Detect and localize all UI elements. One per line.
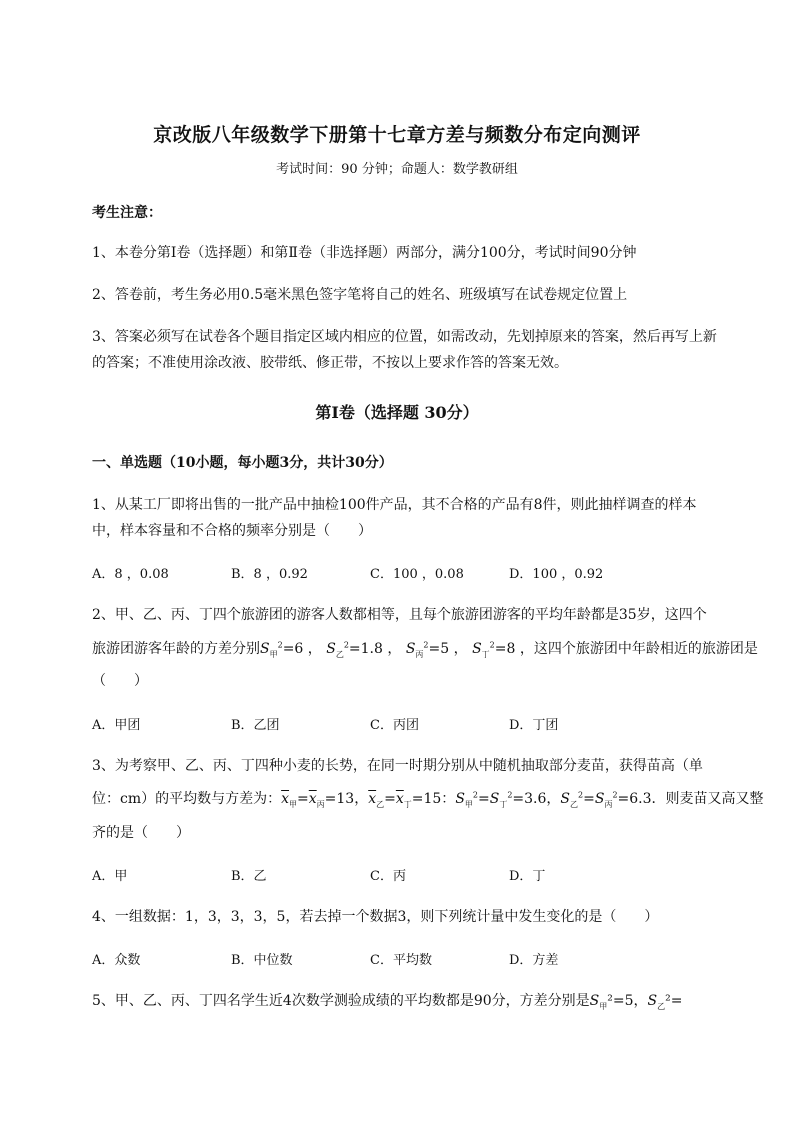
subscript-jia: 甲: [599, 1001, 608, 1011]
question-4-line-1: 4、一组数据：1，3，3，3，5，若去掉一个数据3，则下列统计量中发生变化的是（ ）: [92, 909, 659, 925]
question-2-line-1: 2、甲、乙、丙、丁四个旅游团的游客人数都相等，且每个旅游团游客的平均年龄都是35岁，这四个: [92, 607, 707, 623]
page-subtitle: 考试时间：90 分钟；命题人：数学教研组: [276, 162, 518, 177]
variance-symbol: S: [326, 641, 336, 657]
subscript-jia: 甲: [289, 799, 298, 809]
question-1-line-1: 1、从某工厂即将出售的一批产品中抽检100件产品，其不合格的产品有8件，则此抽样调查的样本: [92, 497, 697, 513]
variance-ding: =8 ，这四个旅游团中年龄相近的旅游团是: [494, 641, 758, 657]
option-c[interactable]: C．丙团: [370, 718, 419, 733]
mean-symbol: $\overline{x}$: [308, 791, 317, 807]
option-d[interactable]: D．丁团: [509, 718, 559, 733]
option-d[interactable]: D．100 ，0.92: [509, 567, 604, 582]
mean-symbol: $\overline{x}$: [368, 791, 377, 807]
notice-item-1: 1、本卷分第Ⅰ卷（选择题）和第Ⅱ卷（非选择题）两部分，满分100分，考试时间90分钟: [92, 245, 637, 261]
superscript-two: 2: [507, 790, 513, 800]
question-3-text: 位：cm）的平均数与方差为：: [92, 791, 282, 807]
variance-yi: ²=: [665, 993, 683, 1009]
question-1-options: [92, 563, 752, 582]
superscript-two: 2: [472, 790, 478, 800]
question-4-options: [92, 949, 752, 968]
notice-item-3-line-1: 3、答案必须写在试卷各个题目指定区域内相应的位置，如需改动，先划掉原来的答案，然后再写上新: [92, 329, 717, 345]
question-3-line-2: 位：cm）的平均数与方差为：$\overline{x}_甲=\overline{x}_丙=13$，$\overline{x}_乙=\overline{x}_丁=15$：$S_甲^2=S_丁^2=3.6$，$S_乙^2=S_丙^2=6.3$．则麦苗又高又整: [92, 790, 764, 809]
option-a[interactable]: A．众数: [92, 953, 141, 968]
subscript-bing: 丙: [415, 649, 424, 659]
question-3-options: [92, 865, 752, 884]
option-c[interactable]: C．丙: [370, 869, 406, 884]
variance-symbol: S: [560, 791, 571, 807]
option-c[interactable]: C．100 ，0.08: [370, 567, 464, 582]
part-heading: 一、单选题（10小题，每小题3分，共计30分）: [92, 455, 393, 471]
mean-eq-1: =13，: [324, 791, 369, 807]
option-b[interactable]: B．8 ，0.92: [231, 567, 308, 582]
variance-symbol: S: [489, 791, 500, 807]
variance-symbol: S: [594, 791, 605, 807]
superscript-two: 2: [423, 640, 429, 650]
subscript-bing: 丙: [604, 799, 613, 809]
variance-symbol: S: [260, 641, 270, 657]
option-b[interactable]: B．中位数: [231, 953, 293, 968]
question-5-text: 5、甲、乙、丙、丁四名学生近4次数学测验成绩的平均数都是90分，方差分别是: [92, 993, 590, 1009]
variance-yi: =1.8 ，: [348, 641, 402, 657]
variance-symbol: S: [405, 641, 416, 657]
question-2-text: 旅游团游客年龄的方差分别: [92, 641, 260, 657]
question-5-line-1: [92, 990, 752, 1012]
variance-symbol: S: [472, 641, 482, 657]
variance-symbol: S: [647, 993, 658, 1009]
question-2-line-3: （ ）: [92, 673, 148, 689]
page-title: 京改版八年级数学下册第十七章方差与频数分布定向测评: [153, 124, 641, 146]
subscript-yi: 乙: [570, 799, 579, 809]
section-title: 第Ⅰ卷（选择题 30分）: [315, 403, 479, 422]
option-d[interactable]: D．方差: [509, 953, 559, 968]
option-a[interactable]: A．甲: [92, 869, 128, 884]
question-3-line-3: 齐的是（ ）: [92, 825, 190, 841]
subscript-yi: 乙: [376, 799, 385, 809]
mean-symbol: $\overline{x}$: [281, 791, 290, 807]
option-d[interactable]: D．丁: [509, 869, 546, 884]
mean-symbol: $\overline{x}$: [395, 791, 404, 807]
question-1-line-2: 中，样本容量和不合格的频率分别是（ ）: [92, 523, 372, 539]
option-b[interactable]: B．乙团: [231, 718, 280, 733]
question-2-line-2: [92, 638, 758, 660]
variance-bing: =5 ，: [428, 641, 468, 657]
subscript-jia: 甲: [464, 799, 473, 809]
subscript-jia: 甲: [269, 649, 278, 659]
variance-symbol: S: [455, 791, 465, 807]
superscript-two: 2: [277, 640, 283, 650]
option-c[interactable]: C．平均数: [370, 953, 432, 968]
superscript-two: 2: [489, 640, 495, 650]
option-b[interactable]: B．乙: [231, 869, 267, 884]
subscript-yi: 乙: [335, 649, 344, 659]
option-a[interactable]: A．8 ，0.08: [92, 567, 169, 582]
variance-jia: ²=5，: [607, 993, 648, 1009]
variance-symbol: S: [589, 993, 600, 1009]
notice-item-3-line-2: 的答案；不准使用涂改液、胶带纸、修正带，不按以上要求作答的答案无效。: [92, 355, 568, 371]
question-3-line-1: 3、为考察甲、乙、丙、丁四种小麦的长势，在同一时期分别从中随机抽取部分麦苗，获得苗高（单: [92, 758, 703, 774]
question-2-options: [92, 714, 752, 733]
subscript-bing: 丙: [316, 799, 325, 809]
superscript-two: 2: [343, 640, 349, 650]
variance-eq-1: =3.6，: [512, 791, 561, 807]
subscript-yi: 乙: [657, 1001, 666, 1011]
subscript-ding: 丁: [481, 649, 490, 659]
mean-eq-2: =15：: [411, 791, 456, 807]
superscript-two: 2: [612, 790, 618, 800]
subscript-ding: 丁: [499, 799, 508, 809]
variance-eq-2: =6.3．则麦苗又高又整: [617, 791, 764, 807]
notice-item-2: 2、答卷前，考生务必用0.5毫米黑色签字笔将自己的姓名、班级填写在试卷规定位置上: [92, 287, 628, 303]
variance-jia: =6 ，: [282, 641, 322, 657]
option-a[interactable]: A．甲团: [92, 718, 141, 733]
notice-heading: 考生注意：: [92, 205, 162, 221]
superscript-two: 2: [578, 790, 584, 800]
subscript-ding: 丁: [403, 799, 412, 809]
